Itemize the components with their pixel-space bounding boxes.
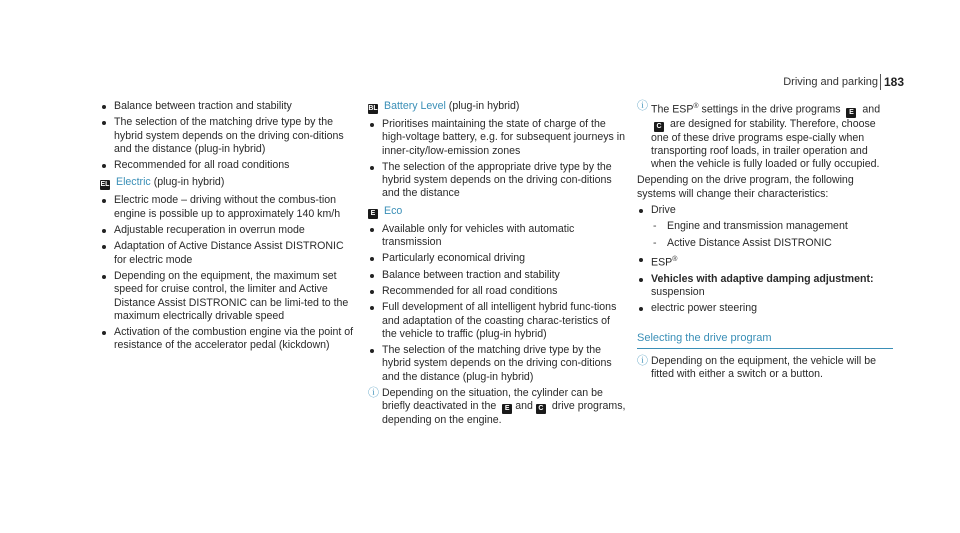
section-title: Driving and parking bbox=[783, 76, 878, 88]
section-subheading: Selecting the drive program bbox=[637, 332, 893, 349]
list-item: Recommended for all road conditions bbox=[100, 159, 355, 172]
list-item-bold: Vehicles with adaptive damping adjustment: bbox=[651, 272, 874, 285]
list-item: Prioritises maintaining the state of charge of the high-voltage battery, e.g. for subsequent journeys in inner-city/low-emission zones bbox=[368, 118, 626, 158]
list-item: Adaptation of Active Distance Assist DISTRONIC for electric mode bbox=[100, 240, 355, 267]
eco-key-icon: E bbox=[502, 404, 512, 414]
list-item: Drive bbox=[637, 204, 893, 217]
list-item bbox=[637, 273, 893, 300]
column-1 bbox=[100, 100, 355, 356]
list-item: Recommended for all road conditions bbox=[368, 285, 626, 298]
list-item: Electric mode – driving without the combus-tion engine is possible up to approximately 140 km/h bbox=[100, 194, 355, 221]
battery-level-key-icon: BL bbox=[368, 105, 378, 112]
list-item bbox=[637, 253, 893, 270]
note-text: Depending on the equipment, the vehicle will be fitted with either a switch or a button. bbox=[651, 354, 876, 380]
note-text: and bbox=[862, 103, 881, 116]
info-note bbox=[637, 100, 893, 171]
info-icon: ⓘ bbox=[368, 387, 379, 400]
note-text: are designed for stability. Therefore, choose one of these drive programs espe-cially when transporting roof loads, in trailer operation and when the vehicle is fully loaded or fully occupied. bbox=[651, 117, 880, 171]
list-item: Balance between traction and stability bbox=[100, 100, 355, 113]
column-3 bbox=[637, 100, 893, 384]
column-2 bbox=[368, 100, 626, 431]
list-item: The selection of the matching drive type by the hybrid system depends on the driving con-ditions and the distance (plug-in hybrid) bbox=[100, 116, 355, 156]
list-item: Available only for vehicles with automatic transmission bbox=[368, 223, 626, 250]
page-number: 183 bbox=[884, 75, 905, 89]
comfort-key-icon: C bbox=[536, 404, 546, 414]
registered-mark: ® bbox=[672, 255, 678, 263]
info-icon: ⓘ bbox=[637, 100, 648, 112]
page-header bbox=[0, 76, 960, 96]
list-item-text: ESP bbox=[651, 256, 673, 269]
program-name: Eco bbox=[384, 204, 403, 217]
paragraph: Depending on the drive program, the following systems will change their characteristics: bbox=[637, 174, 854, 200]
list-item: The selection of the appropriate drive type by the hybrid system depends on the driving con-ditions and the distance bbox=[368, 161, 626, 201]
info-icon: ⓘ bbox=[637, 354, 648, 367]
electric-key-icon: EL bbox=[100, 181, 110, 189]
program-heading-electric bbox=[100, 176, 355, 190]
program-suffix: (plug-in hybrid) bbox=[448, 100, 520, 112]
list-item: Particularly economical driving bbox=[368, 252, 626, 265]
program-name: Electric bbox=[116, 176, 151, 189]
list-item: Full development of all intelligent hybrid func-tions and adaptation of the coasting charac-teristics of the vehicle to traffic (plug-in hybrid) bbox=[368, 301, 626, 341]
program-name: Battery Level bbox=[384, 100, 446, 112]
list-item-text: suspension bbox=[651, 286, 705, 299]
program-heading-battery-level bbox=[368, 100, 626, 114]
note-text: Depending on the situation, the cylinder can be briefly deactivated in the bbox=[382, 387, 603, 413]
note-text: settings in the drive programs bbox=[701, 103, 841, 116]
list-item: Balance between traction and stability bbox=[368, 269, 626, 282]
list-item: Adjustable recuperation in overrun mode bbox=[100, 224, 355, 237]
registered-mark: ® bbox=[693, 103, 699, 110]
list-item: Depending on the equipment, the maximum set speed for cruise control, the limiter and Active Distance Assist DISTRONIC can be limi-ted to the maximum electrically drivable speed bbox=[100, 270, 355, 323]
program-suffix: (plug-in hybrid) bbox=[153, 176, 225, 189]
info-note bbox=[368, 387, 626, 428]
note-text: The ESP bbox=[651, 103, 694, 116]
list-item: electric power steering bbox=[637, 302, 893, 315]
note-text: drive programs, depending on the engine. bbox=[382, 400, 626, 427]
info-note bbox=[637, 355, 893, 382]
list-item: The selection of the matching drive type by the hybrid system depends on the driving con-ditions and the distance (plug-in hybrid) bbox=[368, 344, 626, 384]
comfort-key-icon: C bbox=[654, 122, 664, 132]
program-heading-eco bbox=[368, 205, 626, 219]
note-text: and bbox=[515, 400, 533, 413]
sub-list-item: - Engine and transmission management bbox=[637, 220, 893, 233]
eco-key-icon: E bbox=[846, 108, 856, 118]
eco-key-icon: E bbox=[368, 209, 378, 219]
list-item: Activation of the combustion engine via the point of resistance of the accelerator pedal (kickdown) bbox=[100, 326, 355, 353]
header-divider bbox=[880, 74, 881, 90]
sub-list-item: - Active Distance Assist DISTRONIC bbox=[637, 237, 893, 250]
